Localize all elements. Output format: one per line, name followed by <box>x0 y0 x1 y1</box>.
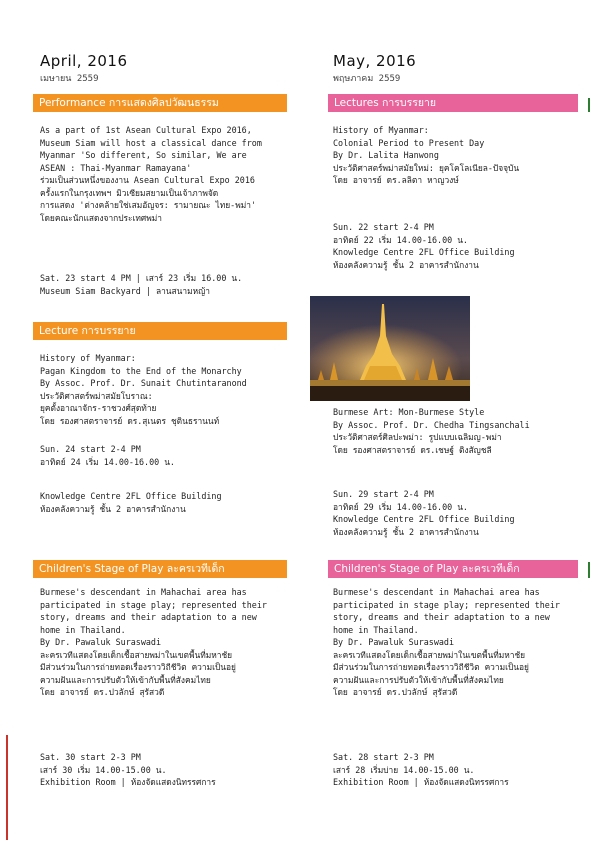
section-bar-performance: Performance การแสดงศิลปวัฒนธรรม <box>33 94 287 112</box>
month-heading-april-thai: เมษายน 2559 <box>40 74 99 84</box>
month-heading-may: May, 2016 <box>333 52 417 70</box>
left-edge-accent-line <box>6 735 8 840</box>
section-bar-childrens-stage-may: Children's Stage of Play ละครเวทีเด็ก <box>328 560 578 578</box>
performance-description: As a part of 1st Asean Cultural Expo 2016, Museum Siam will host a classical dance from Myanmar 'So different, So similar, We are ASEAN : Thai-Myanmar Ramayana' ร่วมเป็นส่วนหนึ่งของงาน Asean Cultural Expo 2016 ครั้งแรกในกรุงเทพฯ มิวเซียมสยามเป็นเจ้าภาพจัด การแสดง 'ต่างคล้ายใช่เสมอัญจร: รามายณะ ไทย-พม่า' โดยคณะนักแสดงจากประเทศพม่า <box>40 125 262 223</box>
month-heading-april: April, 2016 <box>40 52 128 70</box>
childrens-stage-may-description: Burmese's descendant in Mahachai area has participated in stage play; represented their story, dreams and their adaptation to a new home in Thailand. By Dr. Pawaluk Suraswadi ละครเวทีแสดงโดยเด็กเชื้อสายพม่าในเขตพื้นที่มหาชัย มีส่วนร่วมในการถ่ายทอดเรื่องราววิถีชีวิต ความเป็นอยู่ ความฝันและการปรับตัวให้เข้ากับพื้นที่สังคมไทย โดย อาจารย์ ดร.ปวลักษ์ สุรัสวดี <box>333 587 560 697</box>
pagoda-photo <box>310 296 470 401</box>
right-edge-accent-mark-bottom <box>588 562 590 578</box>
lectures-description: History of Myanmar: Colonial Period to Present Day By Dr. Lalita Hanwong ประวัติศาสตร์พม่าสมัยใหม่: ยุคโคโลเนียล-ปัจจุบัน โดย อาจารย์ ดร.ลลิตา หาญวงษ์ <box>333 125 520 185</box>
burmese-art-description: Burmese Art: Mon-Burmese Style By Assoc. Prof. Dr. Chedha Tingsanchali ประวัติศาสตร์ศิลปะพม่า: รูปแบบเฉลิมญ-พม่า โดย รองศาสตราจารย์ ดร.เชษฐ์ ติงสัญชลี <box>333 407 530 455</box>
pagoda-illustration <box>310 296 470 401</box>
childrens-stage-description: Burmese's descendant in Mahachai area has participated in stage play; represented their story, dreams and their adaptation to a new home in Thailand. By Dr. Pawaluk Suraswadi ละครเวทีแสดงโดยเด็กเชื้อสายพม่าในเขตพื้นที่มหาชัย มีส่วนร่วมในการถ่ายทอดเรื่องราววิถีชีวิต ความเป็นอยู่ ความฝันและการปรับตัวให้เข้ากับพื้นที่สังคมไทย โดย อาจารย์ ดร.ปวลักษ์ สุรัสวดี <box>40 587 267 697</box>
lectures-schedule: Sun. 22 start 2-4 PM อาทิตย์ 22 เริ่ม 14.00-16.00 น. Knowledge Centre 2FL Office Building ห้องคลังความรู้ ชั้น 2 อาคารสำนักงาน <box>333 222 515 270</box>
lecture-location: Knowledge Centre 2FL Office Building ห้องคลังความรู้ ชั้น 2 อาคารสำนักงาน <box>40 491 222 514</box>
section-bar-lectures: Lectures การบรรยาย <box>328 94 578 112</box>
month-heading-may-thai: พฤษภาคม 2559 <box>333 74 401 84</box>
burmese-art-schedule: Sun. 29 start 2-4 PM อาทิตย์ 29 เริ่ม 14.00-16.00 น. Knowledge Centre 2FL Office Building ห้องคลังความรู้ ชั้น 2 อาคารสำนักงาน <box>333 489 515 537</box>
section-bar-lecture: Lecture การบรรยาย <box>33 322 287 340</box>
childrens-stage-may-schedule: Sat. 28 start 2-3 PM เสาร์ 28 เริ่มบ่าย 14.00-15.00 น. Exhibition Room | ห้องจัดแสดงนิทรรศการ <box>333 752 509 787</box>
section-bar-childrens-stage: Children's Stage of Play ละครเวทีเด็ก <box>33 560 287 578</box>
lecture-schedule: Sun. 24 start 2-4 PM อาทิตย์ 24 เริ่ม 14.00-16.00 น. <box>40 444 175 467</box>
right-edge-accent-mark <box>588 98 590 112</box>
performance-schedule: Sat. 23 start 4 PM | เสาร์ 23 เริ่ม 16.00 น. Museum Siam Backyard | ลานสนามหญ้า <box>40 273 243 296</box>
childrens-stage-schedule: Sat. 30 start 2-3 PM เสาร์ 30 เริ่ม 14.00-15.00 น. Exhibition Room | ห้องจัดแสดงนิทรรศการ <box>40 752 216 787</box>
lecture-description: History of Myanmar: Pagan Kingdom to the End of the Monarchy By Assoc. Prof. Dr. Sunait Chutintaranond ประวัติศาสตร์พม่าสมัยโบราณ: ยุคตั้งอาณาจักร-ราชวงศ์สุดท้าย โดย รองศาสตราจารย์ ดร.สุเนตร ชุตินธรานนท์ <box>40 353 247 426</box>
